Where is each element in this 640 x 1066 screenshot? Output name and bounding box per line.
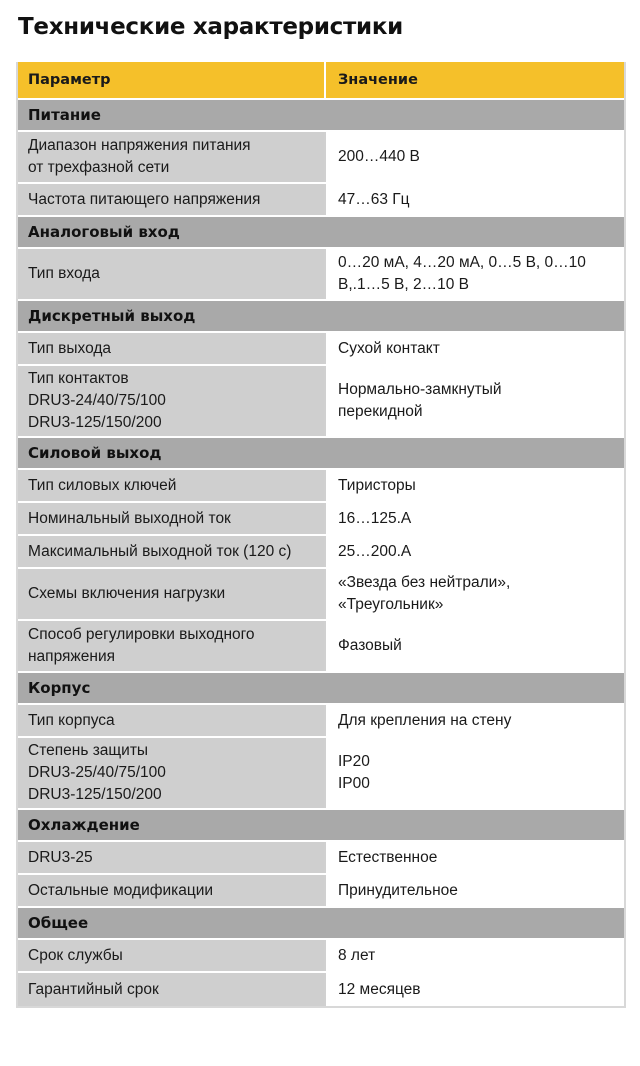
param-text: DRU3-25/40/75/100 [28, 764, 166, 781]
param-text: Тип входа [28, 265, 100, 282]
value-cell [324, 249, 624, 299]
param-text: DRU3-24/40/75/100 [28, 392, 166, 409]
param-cell [18, 503, 324, 534]
param-text: Тип корпуса [28, 711, 115, 729]
section-title: Силовой выход [18, 438, 624, 470]
table-row [18, 503, 624, 536]
value-text: 25…200.А [338, 542, 412, 560]
section-title: Корпус [18, 673, 624, 705]
param-text: Диапазон напряжения питания [28, 137, 251, 154]
param-text: Остальные модификации [28, 881, 214, 899]
param-cell [18, 249, 324, 299]
page-title: Технические характеристики [18, 14, 403, 40]
value-cell [324, 875, 624, 906]
param-cell [18, 184, 324, 215]
value-cell [324, 503, 624, 534]
param-text: Тип выхода [28, 339, 112, 357]
value-text: «Треугольник» [338, 596, 444, 613]
param-cell [18, 470, 324, 501]
spec-table [16, 62, 626, 1008]
value-cell [324, 705, 624, 736]
param-cell [18, 132, 324, 182]
value-text: перекидной [338, 403, 423, 420]
table-row [18, 184, 624, 217]
param-cell [18, 569, 324, 619]
value-text: Нормально-замкнутый [338, 381, 502, 398]
param-text: Способ регулировки выходного [28, 626, 255, 643]
section-title: Охлаждение [18, 810, 624, 842]
value-cell [324, 973, 624, 1006]
param-cell [18, 940, 324, 971]
param-text: DRU3-125/150/200 [28, 786, 162, 803]
value-text: Тиристоры [338, 476, 416, 494]
value-cell [324, 569, 624, 619]
param-text: Тип силовых ключей [28, 476, 177, 494]
param-cell [18, 705, 324, 736]
table-row [18, 621, 624, 673]
section-title: Аналоговый вход [18, 217, 624, 249]
param-text: Номинальный выходной ток [28, 509, 231, 527]
value-text: 16…125.А [338, 509, 412, 527]
param-text: Гарантийный срок [28, 980, 159, 998]
value-cell [324, 132, 624, 182]
param-cell [18, 973, 324, 1006]
param-text: Степень защиты [28, 742, 149, 759]
table-header-row [18, 62, 624, 100]
value-text: В,.1…5 В, 2…10 В [338, 276, 469, 293]
value-cell [324, 333, 624, 364]
value-text: «Звезда без нейтрали», [338, 574, 511, 591]
value-cell [324, 842, 624, 873]
param-text: от трехфазной сети [28, 159, 170, 176]
table-row [18, 470, 624, 503]
table-row [18, 738, 624, 810]
value-cell [324, 536, 624, 567]
value-cell [324, 366, 624, 436]
table-row [18, 333, 624, 366]
section-title: Дискретный выход [18, 301, 624, 333]
param-text: Частота питающего напряжения [28, 190, 261, 208]
value-text: 0…20 мА, 4…20 мА, 0…5 В, 0…10 [338, 254, 586, 271]
value-text: Сухой контакт [338, 339, 440, 357]
value-cell [324, 621, 624, 671]
param-text: напряжения [28, 648, 116, 665]
value-text: 47…63 Гц [338, 190, 410, 208]
table-row [18, 973, 624, 1006]
header-value: Значение [324, 62, 624, 98]
param-cell [18, 536, 324, 567]
section-title: Общее [18, 908, 624, 940]
value-text: 200…440 В [338, 148, 420, 165]
table-row [18, 249, 624, 301]
section-title: Питание [18, 100, 624, 132]
value-cell [324, 940, 624, 971]
param-text: Максимальный выходной ток (120 с) [28, 542, 292, 560]
table-row [18, 569, 624, 621]
header-param: Параметр [18, 62, 324, 98]
value-text: Естественное [338, 848, 438, 866]
table-row [18, 132, 624, 184]
param-cell [18, 842, 324, 873]
param-cell [18, 366, 324, 436]
param-text: Тип контактов [28, 370, 129, 387]
param-text: Срок службы [28, 946, 123, 964]
table-row [18, 536, 624, 569]
param-text: Схемы включения нагрузки [28, 585, 226, 602]
value-text: Фазовый [338, 637, 402, 654]
value-cell [324, 184, 624, 215]
value-text: Принудительное [338, 881, 458, 899]
value-text: 8 лет [338, 946, 376, 964]
value-text: Для крепления на стену [338, 711, 512, 729]
value-text: IP20 [338, 753, 370, 770]
table-row [18, 842, 624, 875]
value-cell [324, 470, 624, 501]
value-cell [324, 738, 624, 808]
param-text: DRU3-25 [28, 848, 93, 866]
table-row [18, 366, 624, 438]
param-text: DRU3-125/150/200 [28, 414, 162, 431]
param-cell [18, 333, 324, 364]
value-text: 12 месяцев [338, 980, 421, 998]
value-text: IP00 [338, 775, 370, 792]
param-cell [18, 875, 324, 906]
table-row [18, 705, 624, 738]
table-row [18, 940, 624, 973]
table-row [18, 875, 624, 908]
param-cell [18, 621, 324, 671]
param-cell [18, 738, 324, 808]
